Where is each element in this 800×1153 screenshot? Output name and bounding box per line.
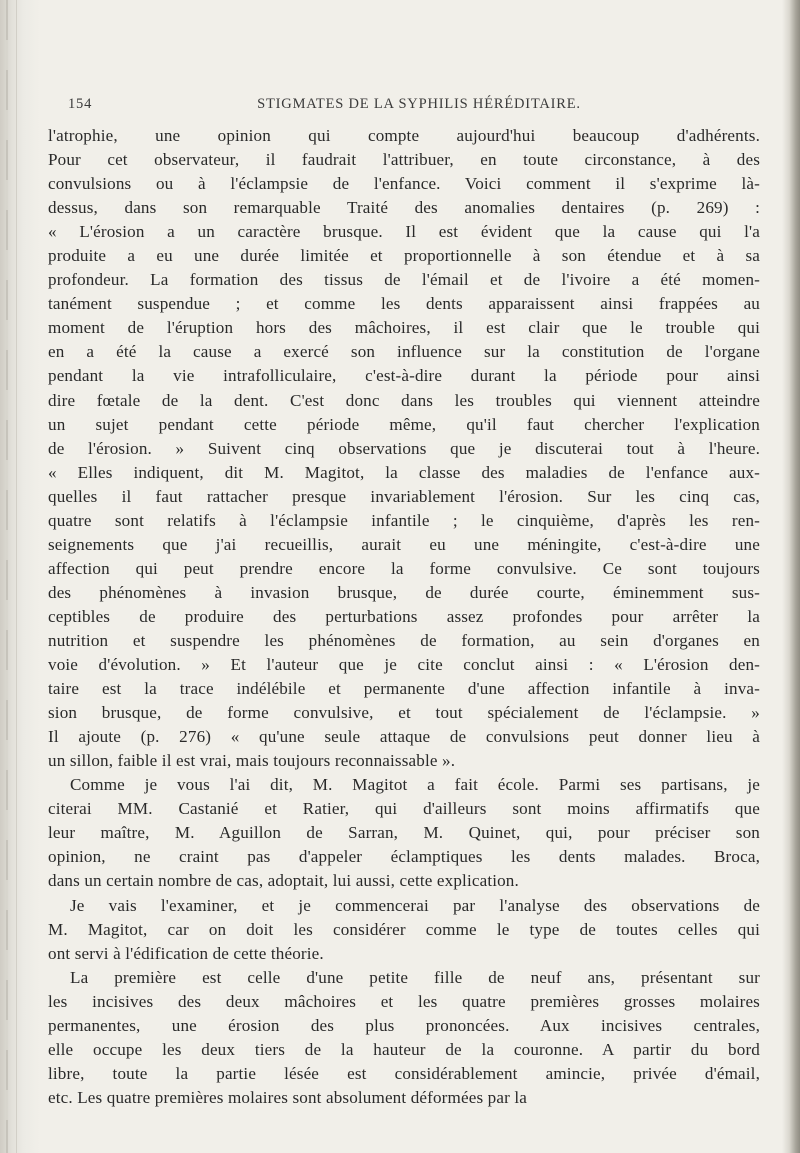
text-line: tanément suspendue ; et comme les dents apparaissent ainsi frappées au (48, 294, 760, 314)
scan-page-edge (782, 0, 800, 1153)
text-line: l'atrophie, une opinion qui compte aujourd'hui beaucoup d'adhérents. (48, 126, 760, 145)
text-line: les incisives des deux mâchoires et les quatre premières grosses molaires (48, 991, 760, 1011)
text-line: quatre sont relatifs à l'éclampsie infantile ; le cinquième, d'après les ren- (48, 510, 760, 530)
text-line: affection qui peut prendre encore la forme convulsive. Ce sont toujours (48, 558, 760, 578)
text-line: de l'érosion. » Suivent cinq observations que je discuterai tout à l'heure. (48, 438, 760, 458)
text-line: dire fœtale de la dent. C'est donc dans les troubles qui viennent atteindre (48, 390, 760, 410)
text-line: Il ajoute (p. 276) « qu'une seule attaque de convulsions peut donner lieu à (48, 727, 760, 747)
text-line: un sillon, faible il est vrai, mais toujours reconnaissable ». (48, 751, 456, 771)
text-line: opinion, ne craint pas d'appeler éclamptiques les dents malades. Broca, (48, 847, 760, 867)
text-line: un sujet pendant cette période même, qu'il faut chercher l'explication (48, 414, 760, 434)
text-line: Je vais l'examiner, et je commencerai par l'analyse des observations de (70, 895, 760, 915)
book-page (48, 96, 760, 1110)
scan-binding-shadow (0, 0, 40, 1153)
text-line: M. Magitot, car on doit les considérer comme le type de toutes celles qui (48, 919, 760, 939)
text-line: La première est celle d'une petite fille de neuf ans, présentant sur (70, 967, 760, 987)
text-line: citerai MM. Castanié et Ratier, qui d'ailleurs sont moins affirmatifs que (48, 799, 760, 819)
text-line: ceptibles de produire des perturbations assez profondes pour arrêter la (48, 606, 760, 626)
text-line: sion brusque, de forme convulsive, et tout spécialement de l'éclampsie. » (48, 703, 760, 723)
text-line: quelles il faut rattacher presque invariablement l'érosion. Sur les cinq cas, (48, 486, 760, 506)
page-number: 154 (68, 96, 93, 112)
text-line: profondeur. La formation des tissus de l'émail et de l'ivoire a été momen- (48, 270, 760, 290)
paragraph (48, 773, 760, 893)
text-line: dessus, dans son remarquable Traité des anomalies dentaires (p. 269) : (48, 198, 760, 218)
running-title: STIGMATES DE LA SYPHILIS HÉRÉDITAIRE. (257, 96, 581, 112)
text-line: libre, toute la partie lésée est considérablement amincie, privée d'émail, (48, 1063, 760, 1083)
text-line: elle occupe les deux tiers de la hauteur de la couronne. A partir du bord (48, 1039, 760, 1059)
text-line: Pour cet observateur, il faudrait l'attribuer, en toute circonstance, à des (48, 150, 760, 170)
text-line: en a été la cause a exercé son influence sur la constitution de l'organe (48, 342, 760, 362)
text-line: « L'érosion a un caractère brusque. Il est évident que la cause qui l'a (48, 222, 760, 242)
text-line: leur maître, M. Aguillon de Sarran, M. Quinet, qui, pour préciser son (48, 823, 760, 843)
text-line: nutrition et suspendre les phénomènes de formation, au sein d'organes en (48, 630, 760, 650)
paragraph (48, 966, 760, 1110)
text-line: produite a eu une durée limitée et proportionnelle à son étendue et à sa (48, 246, 760, 266)
text-line: Comme je vous l'ai dit, M. Magitot a fait école. Parmi ses partisans, je (70, 775, 760, 795)
paragraph (48, 894, 760, 966)
text-line: etc. Les quatre premières molaires sont absolument déformées par la (48, 1087, 528, 1107)
text-line: ont servi à l'édification de cette théorie. (48, 943, 324, 963)
text-line: permanentes, une érosion des plus prononcées. Aux incisives centrales, (48, 1015, 760, 1035)
text-line: des phénomènes à invasion brusque, de durée courte, éminemment sus- (48, 582, 760, 602)
text-line: voie d'évolution. » Et l'auteur que je cite conclut ainsi : « L'érosion den- (48, 655, 760, 675)
text-line: convulsions ou à l'éclampsie de l'enfance. Voici comment il s'exprime là- (48, 174, 760, 194)
text-line: seignements que j'ai recueillis, aurait eu une méningite, c'est-à-dire une (48, 534, 760, 554)
paragraph (48, 124, 760, 773)
text-line: « Elles indiquent, dit M. Magitot, la classe des maladies de l'enfance aux- (48, 462, 760, 482)
text-line: moment de l'éruption hors des mâchoires, il est clair que le trouble qui (48, 318, 760, 338)
text-line: pendant la vie intrafolliculaire, c'est-à-dire durant la période pour ainsi (48, 366, 760, 386)
body-text (48, 124, 760, 1110)
running-head (48, 96, 760, 118)
text-line: dans un certain nombre de cas, adoptait, lui aussi, cette explication. (48, 871, 519, 891)
text-line: taire est la trace indélébile et permanente d'une affection infantile à inva- (48, 679, 760, 699)
